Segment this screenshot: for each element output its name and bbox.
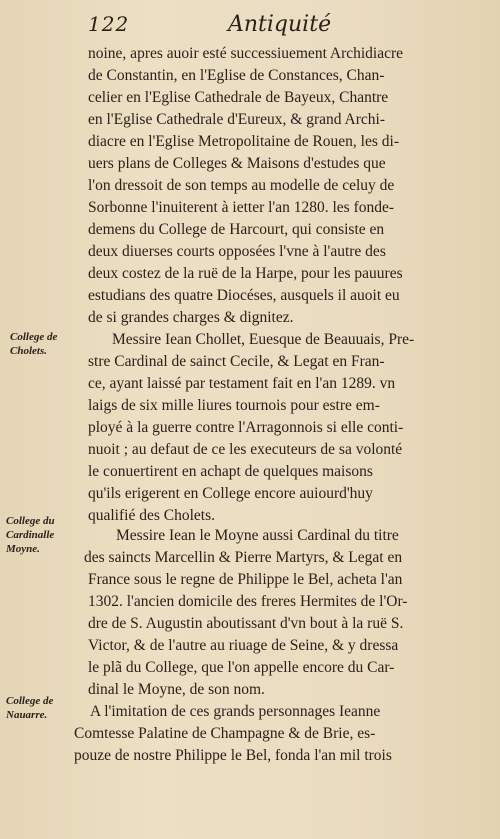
text-line: estudians des quatre Diocéses, ausquels il auoit eu	[88, 287, 400, 304]
text-line: noine, apres auoir esté successiuement Archidiacre	[88, 45, 404, 62]
text-line: France sous le regne de Philippe le Bel, acheta l'an	[88, 571, 403, 588]
text-line: de Constantin, en l'Eglise de Constances, Chan-	[88, 67, 385, 84]
text-line: de si grandes charges & dignitez.	[88, 309, 294, 326]
text-line: Messire Iean Chollet, Euesque de Beauuais, Pre-	[112, 331, 415, 348]
text-line: dre de S. Augustin aboutissant d'vn bout à la ruë S.	[88, 615, 404, 632]
text-line: deux costez de la ruë de la Harpe, pour les pauures	[88, 265, 403, 282]
text-line: diacre en l'Eglise Metropolitaine de Rouen, les di-	[88, 133, 399, 150]
text-line: Comtesse Palatine de Champagne & de Brie, es-	[74, 725, 376, 742]
text-line: qualifié des Cholets.	[88, 507, 215, 524]
text-line: laigs de six mille liures tournois pour estre em-	[88, 397, 380, 414]
margin-note-line: College de	[6, 695, 54, 707]
text-line: stre Cardinal de sainct Cecile, & Legat en Fran-	[88, 353, 385, 370]
margin-note-college-cholets	[10, 330, 57, 358]
text-line: qu'ils erigerent en College encore auiourd'huy	[88, 485, 373, 502]
text-line: Sorbonne l'inuiterent à ietter l'an 1280. les fonde-	[88, 199, 395, 216]
text-line: Messire Iean le Moyne aussi Cardinal du titre	[116, 527, 399, 544]
text-line: ce, ayant laissé par testament fait en l'an 1289. vn	[88, 375, 396, 392]
text-line: en l'Eglise Cathedrale d'Eureux, & grand Archi-	[88, 111, 385, 128]
text-line: A l'imitation de ces grands personnages Ieanne	[90, 703, 381, 720]
page-number: 122	[88, 12, 130, 36]
text-line: pouze de nostre Philippe le Bel, fonda l'an mil trois	[74, 747, 392, 764]
margin-note-line: College de	[10, 331, 58, 343]
margin-note-line: Moyne.	[6, 543, 40, 555]
text-line: ployé à la guerre contre l'Arragonnois si elle conti-	[88, 419, 404, 436]
text-line: le plã du College, que l'on appelle encore du Car-	[88, 659, 395, 676]
margin-note-line: Nauarre.	[6, 709, 48, 721]
text-line: deux diuerses courts opposées l'vne à l'autre des	[88, 243, 386, 260]
running-title: Antiquité	[228, 12, 332, 37]
page-header	[88, 12, 468, 42]
margin-note-college-navarre	[6, 694, 53, 722]
text-line: dinal le Moyne, de son nom.	[88, 681, 265, 698]
text-line: uers plans de Colleges & Maisons d'estudes que	[88, 155, 386, 172]
margin-note-line: Cardinalle	[6, 529, 55, 541]
margin-note-line: Cholets.	[10, 345, 47, 357]
text-line: Victor, & de l'autre au riuage de Seine, & y dressa	[88, 637, 399, 654]
text-line: l'on dressoit de son temps au modelle de celuy de	[88, 177, 395, 194]
text-line: 1302. l'ancien domicile des freres Hermites de l'Or-	[88, 593, 408, 610]
text-line: des saincts Marcellin & Pierre Martyrs, & Legat en	[84, 549, 403, 566]
margin-note-line: College du	[6, 515, 55, 527]
text-line: demens du College de Harcourt, qui consiste en	[88, 221, 385, 238]
text-line: celier en l'Eglise Cathedrale de Bayeux, Chantre	[88, 89, 389, 106]
text-line: le conuertirent en achapt de quelques maisons	[88, 463, 373, 480]
text-line: nuoit ; au defaut de ce les executeurs de sa volonté	[88, 441, 403, 458]
margin-note-college-cardinal-moyne	[6, 514, 55, 556]
